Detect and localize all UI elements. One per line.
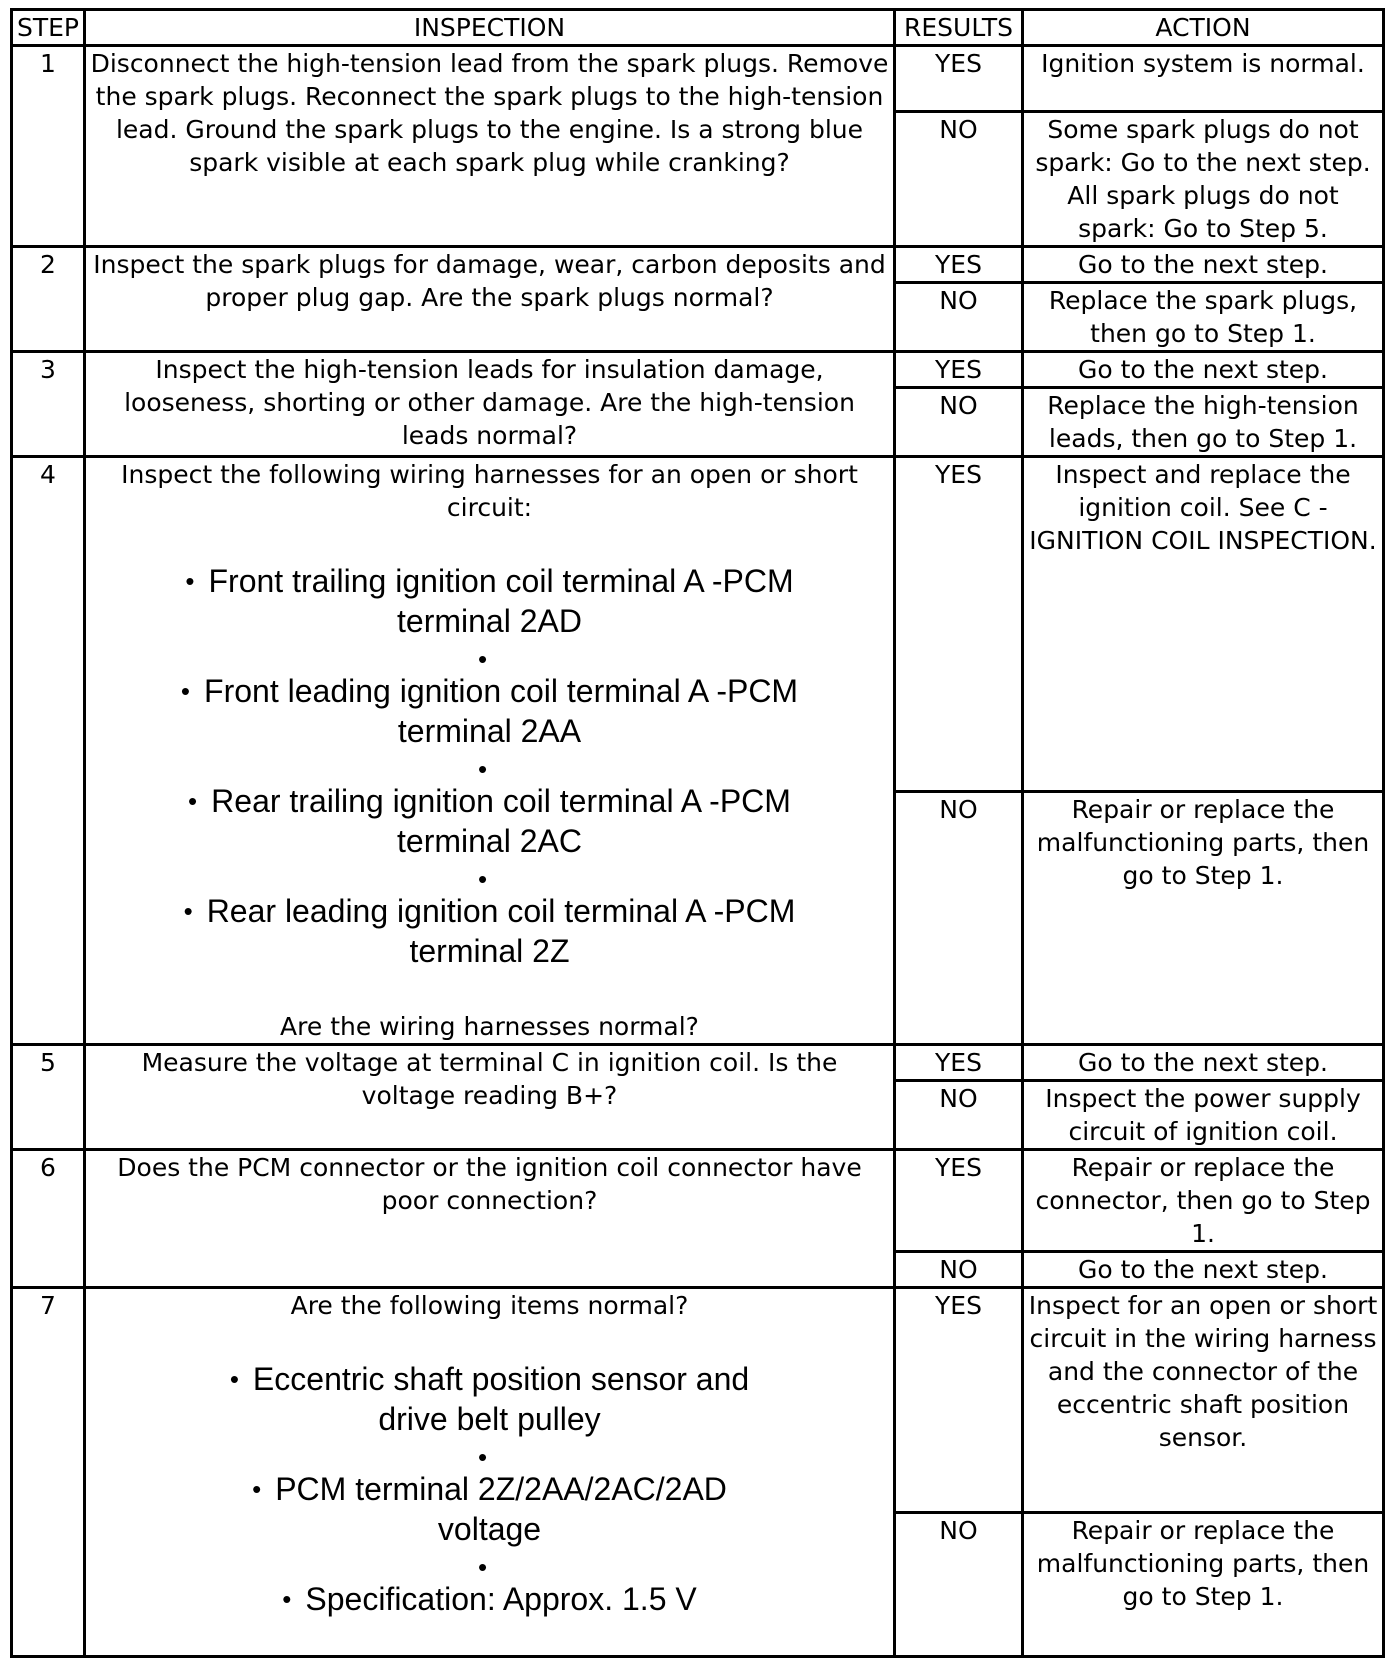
action-yes: Inspect for an open or short circuit in the wiring harness and the connector of the eccentric shaft position sensor. bbox=[1023, 1288, 1384, 1513]
step-number: 2 bbox=[12, 247, 85, 352]
action-no: Repair or replace the malfunctioning parts, then go to Step 1. bbox=[1023, 792, 1384, 1045]
step-number: 4 bbox=[12, 457, 85, 1045]
action-yes: Repair or replace the connector, then go to Step 1. bbox=[1023, 1150, 1384, 1252]
header-step: STEP bbox=[12, 10, 85, 46]
action-yes: Ignition system is normal. bbox=[1023, 46, 1384, 112]
header-row bbox=[12, 10, 1384, 46]
items-list bbox=[88, 1360, 891, 1620]
list-item: • Front leading ignition coil terminal A -PCM terminal 2AA bbox=[88, 672, 891, 750]
table-row bbox=[12, 247, 1384, 283]
inspection-text: Measure the voltage at terminal C in ignition coil. Is the voltage reading B+? bbox=[85, 1045, 895, 1150]
header-action: ACTION bbox=[1023, 10, 1384, 46]
result-no: NO bbox=[895, 1081, 1023, 1150]
table-row bbox=[12, 46, 1384, 112]
action-yes: Go to the next step. bbox=[1023, 247, 1384, 283]
inspection-text: Inspect the spark plugs for damage, wear, carbon deposits and proper plug gap. Are the spark plugs normal? bbox=[85, 247, 895, 352]
step-number: 3 bbox=[12, 352, 85, 457]
inspection-question: Are the wiring harnesses normal? bbox=[280, 1012, 699, 1041]
table-row bbox=[12, 352, 1384, 388]
action-yes: Go to the next step. bbox=[1023, 1045, 1384, 1081]
table-row bbox=[12, 1150, 1384, 1252]
action-no: Go to the next step. bbox=[1023, 1252, 1384, 1288]
step-number: 1 bbox=[12, 46, 85, 247]
list-item: • Front trailing ignition coil terminal A -PCM terminal 2AD bbox=[88, 562, 891, 640]
result-no: NO bbox=[895, 283, 1023, 352]
list-item: • Specification: Approx. 1.5 V bbox=[88, 1580, 891, 1620]
result-no: NO bbox=[895, 792, 1023, 1045]
result-yes: YES bbox=[895, 1288, 1023, 1513]
list-item: • Rear trailing ignition coil terminal A -PCM terminal 2AC bbox=[88, 782, 891, 860]
action-no: Inspect the power supply circuit of ignition coil. bbox=[1023, 1081, 1384, 1150]
result-yes: YES bbox=[895, 1045, 1023, 1081]
result-no: NO bbox=[895, 1252, 1023, 1288]
result-no: NO bbox=[895, 112, 1023, 247]
result-yes: YES bbox=[895, 457, 1023, 792]
list-item: • Eccentric shaft position sensor and drive belt pulley bbox=[88, 1360, 891, 1438]
inspection-text: Disconnect the high-tension lead from the spark plugs. Remove the spark plugs. Reconnect the spark plugs to the high-tension lead. Ground the spark plugs to the engine. Is a strong blue spark visible at each spark plug while cranking? bbox=[85, 46, 895, 247]
list-item: • Rear leading ignition coil terminal A -PCM terminal 2Z bbox=[88, 892, 891, 970]
table-row bbox=[12, 1045, 1384, 1081]
header-results: RESULTS bbox=[895, 10, 1023, 46]
inspection-text: Does the PCM connector or the ignition coil connector have poor connection? bbox=[85, 1150, 895, 1288]
action-no: Replace the spark plugs, then go to Step 1. bbox=[1023, 283, 1384, 352]
result-yes: YES bbox=[895, 46, 1023, 112]
harness-list bbox=[88, 562, 891, 970]
result-yes: YES bbox=[895, 352, 1023, 388]
step-number: 5 bbox=[12, 1045, 85, 1150]
result-yes: YES bbox=[895, 1150, 1023, 1252]
step-number: 7 bbox=[12, 1288, 85, 1657]
header-inspection: INSPECTION bbox=[85, 10, 895, 46]
action-no: Some spark plugs do not spark: Go to the next step. All spark plugs do not spark: Go to Step 5. bbox=[1023, 112, 1384, 247]
table-row bbox=[12, 1288, 1384, 1513]
result-yes: YES bbox=[895, 247, 1023, 283]
result-no: NO bbox=[895, 1513, 1023, 1657]
action-yes: Go to the next step. bbox=[1023, 352, 1384, 388]
inspection-cell bbox=[85, 457, 895, 1045]
action-no: Repair or replace the malfunctioning parts, then go to Step 1. bbox=[1023, 1513, 1384, 1657]
inspection-cell bbox=[85, 1288, 895, 1657]
diagnostic-table bbox=[10, 8, 1385, 1658]
inspection-text: Inspect the following wiring harnesses for an open or short circuit: bbox=[121, 460, 858, 522]
list-item: • PCM terminal 2Z/2AA/2AC/2AD voltage bbox=[88, 1470, 891, 1548]
step-number: 6 bbox=[12, 1150, 85, 1288]
inspection-text: Inspect the high-tension leads for insulation damage, looseness, shorting or other damage. Are the high-tension leads normal? bbox=[85, 352, 895, 457]
inspection-text: Are the following items normal? bbox=[290, 1291, 689, 1320]
action-no: Replace the high-tension leads, then go to Step 1. bbox=[1023, 388, 1384, 457]
table-row bbox=[12, 457, 1384, 792]
result-no: NO bbox=[895, 388, 1023, 457]
action-yes: Inspect and replace the ignition coil. See C - IGNITION COIL INSPECTION. bbox=[1023, 457, 1384, 792]
